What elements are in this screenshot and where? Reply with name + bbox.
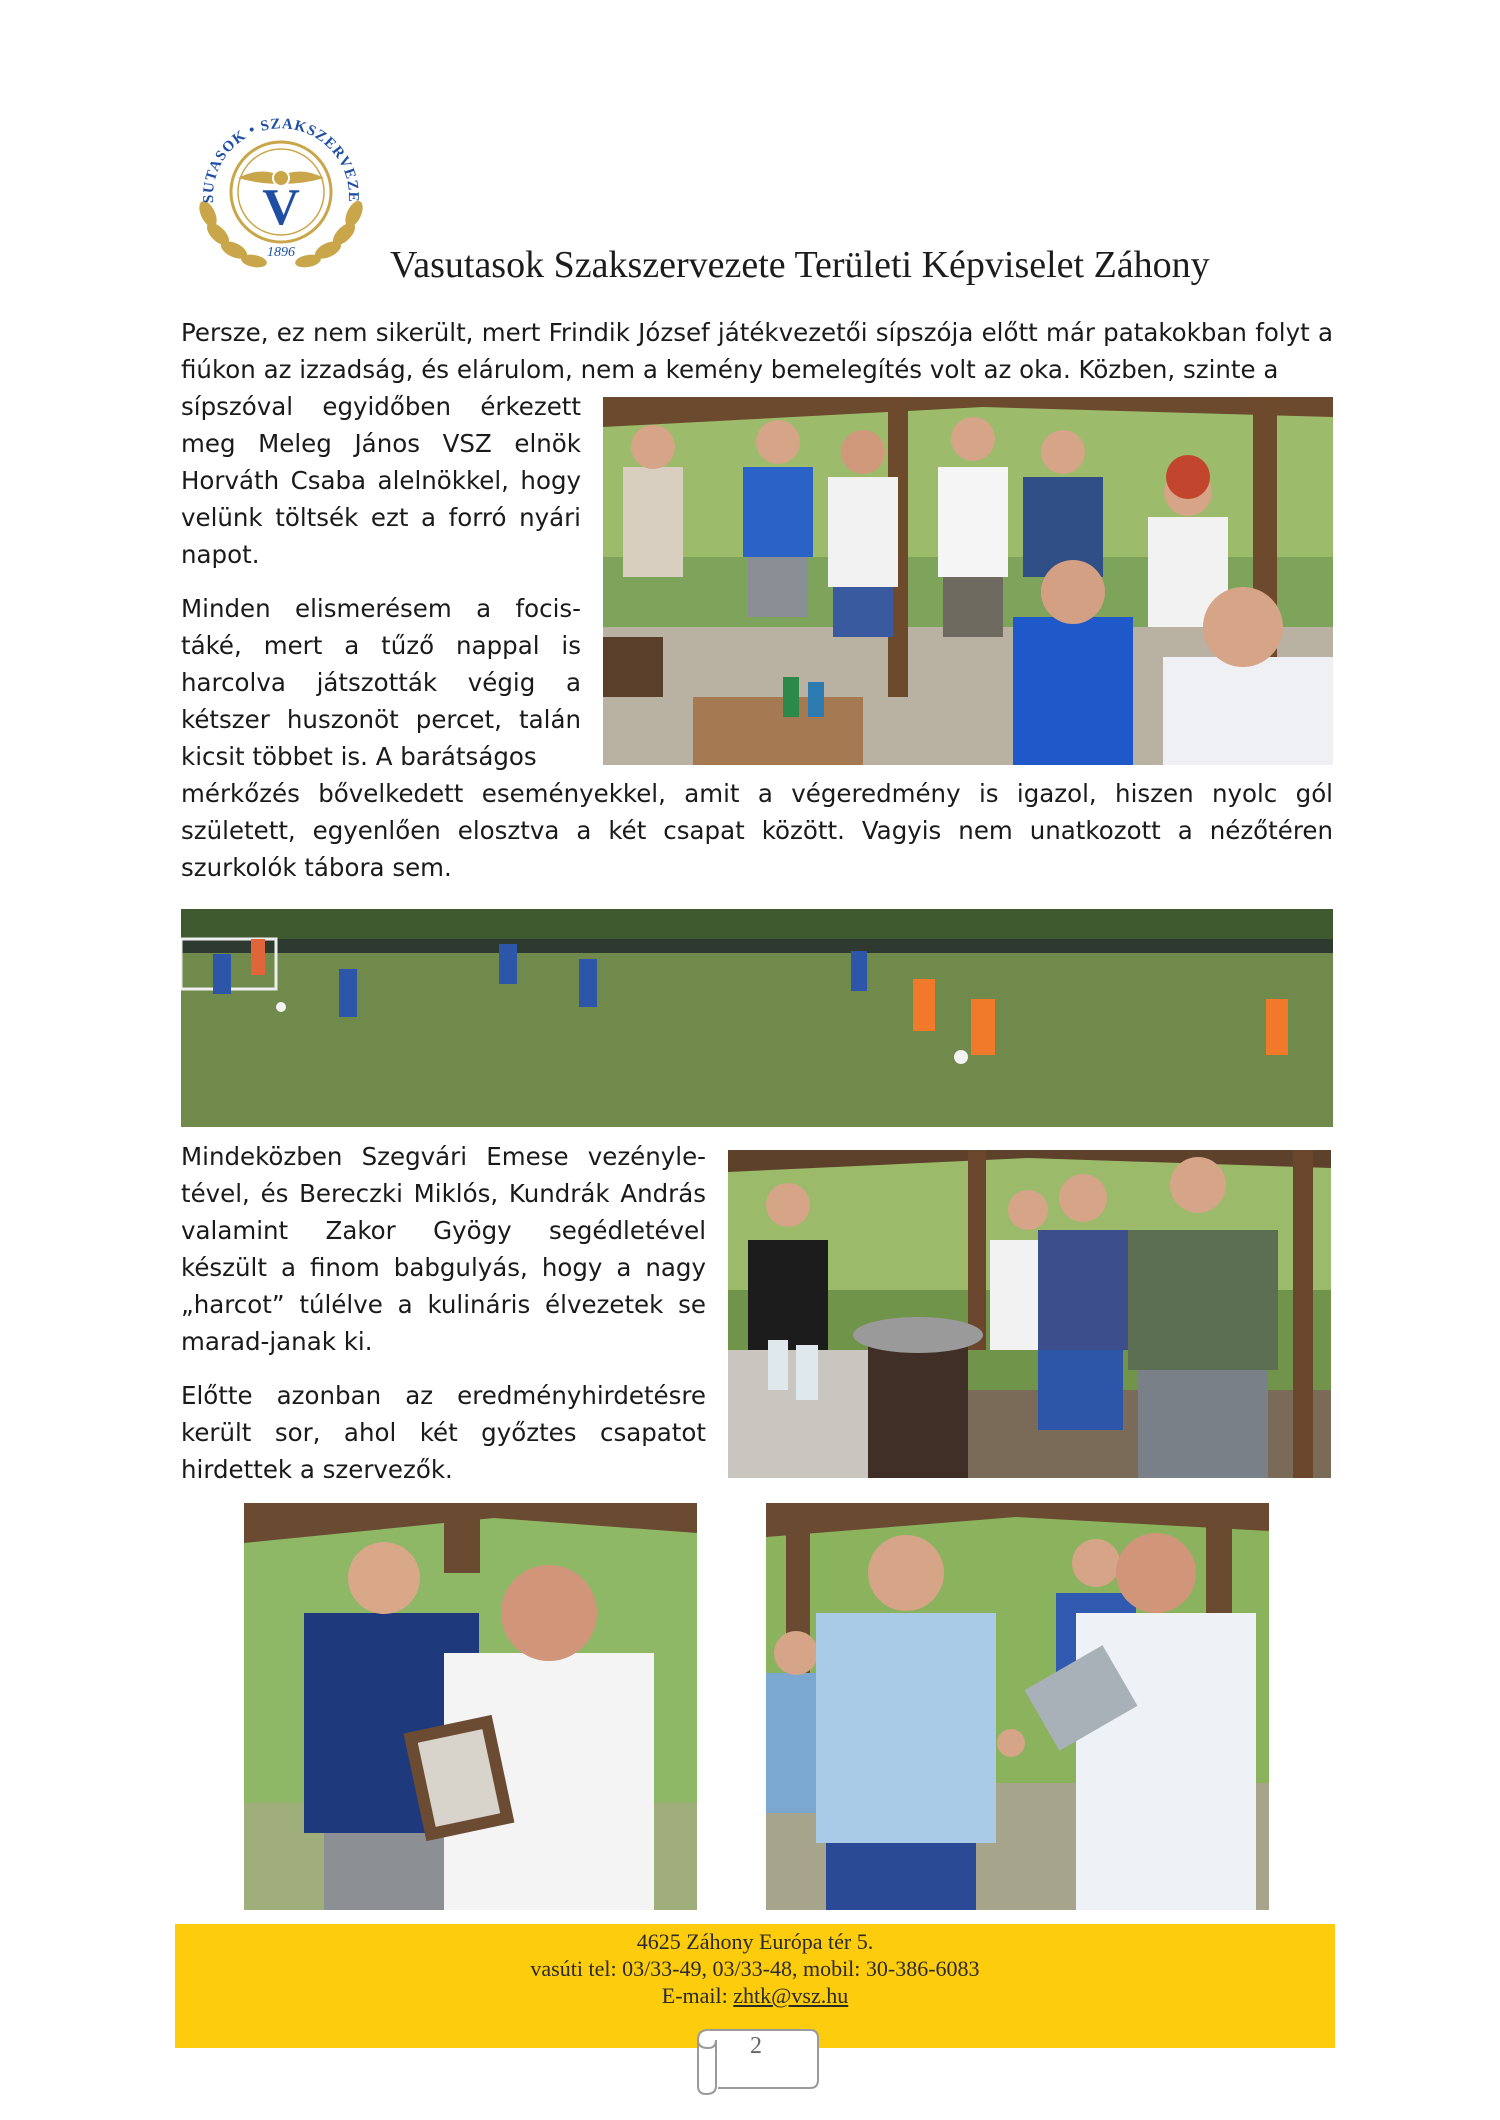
paragraph-4: mérkőzés bővelkedett eseményekkel, amit a végeredmény is igazol, hiszen nyolc gól született, egyenlően elosztva a két csapat között. Vagyis nem unatkozott a nézőtéren szurkolók tábora sem. [181,779,1333,882]
footer-email-line [175,1982,1335,2009]
photo-award-ceremony-2 [766,1503,1269,1910]
footer-email-label: E-mail: [661,1983,734,2008]
photo-cooking-goulash [728,1150,1331,1478]
logo-letter: V [262,179,300,236]
paragraph-6: Előtte azonban az eredményhirdetésre került sor, ahol két győztes csapatot hirdettek a szervezők. [181,1381,706,1484]
paragraph-3: Minden elismerésem a focis-táké, mert a tűző nappal is harcolva játszották végig a kétszer huszonöt percet, talán kicsit többet is. A barátságos [181,594,581,771]
photo-football-field [181,909,1333,1127]
paragraph-1: Persze, ez nem sikerült, mert Frindik József játékvezetői sípszója előtt már patakokban folyt a fiúkon az izzadság, és elárulom, nem a kemény bemelegítés volt az oka. Közben, szinte a [181,318,1333,384]
photo-award-ceremony-1 [244,1503,697,1910]
paragraph-5: Mindeközben Szegvári Emese vezényle-tével, és Bereczki Miklós, Kundrák András valamint Zakor Gyögy segédletével készült a finom babgulyás, hogy a nagy „harcot” túlélve a kulináris élvezetek se marad-janak ki. [181,1142,706,1356]
header-title: Vasutasok Szakszervezete Területi Képviselet Záhony [390,244,1210,286]
footer-phones: vasúti tel: 03/33-49, 03/33-48, mobil: 30-386-6083 [530,1956,980,1981]
footer-email-link[interactable]: zhtk@vsz.hu [733,1983,849,2008]
photo-pavilion-group [603,397,1333,765]
paragraph-2: sípszóval egyidőben érkezett meg Meleg János VSZ elnök Horváth Csaba alelnökkel, hogy velünk töltsék ezt a forró nyári napot. [181,392,581,569]
footer-address: 4625 Záhony Európa tér 5. [636,1929,874,1954]
logo-ring-text: SUTASOK • SZAKSZERVEZE [200,116,362,204]
page-number: 2 [750,2033,762,2059]
logo-year: 1896 [267,245,295,260]
vsz-logo [186,96,376,276]
